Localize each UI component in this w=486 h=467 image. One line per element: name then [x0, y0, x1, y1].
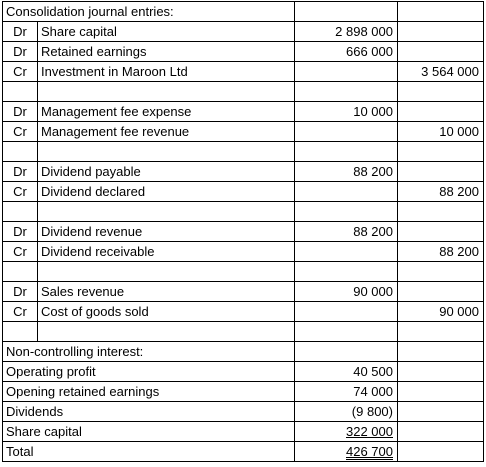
debit-amount-text: 666 000	[346, 44, 393, 59]
consolidation-worksheet	[2, 1, 484, 462]
nci-amount-text: (9 800)	[351, 404, 393, 419]
nci-label	[3, 382, 295, 402]
credit-cell	[398, 382, 484, 402]
account-cell	[38, 142, 295, 162]
account-name	[38, 22, 295, 42]
credit-amount	[398, 122, 484, 142]
journal-row	[3, 22, 484, 42]
debit-amount	[295, 162, 398, 182]
debit-amount-text: 88 200	[353, 224, 393, 239]
nci-label	[3, 422, 295, 442]
debit-amount	[295, 42, 398, 62]
journal-row	[3, 122, 484, 142]
entry-type-text: Dr	[13, 104, 27, 119]
nci-amount	[295, 442, 398, 462]
account-name-text: Cost of goods sold	[41, 304, 149, 319]
journal-row	[3, 282, 484, 302]
account-name-text: Management fee revenue	[41, 124, 190, 139]
credit-amount	[398, 282, 484, 302]
blank-row	[3, 262, 484, 282]
account-name	[38, 182, 295, 202]
account-name	[38, 122, 295, 142]
account-name-text: Sales revenue	[41, 284, 125, 299]
account-name	[38, 242, 295, 262]
debit-amount	[295, 302, 398, 322]
account-name-text: Investment in Maroon Ltd	[41, 64, 188, 79]
nci-label-text: Dividends	[6, 404, 64, 419]
section-title-nci	[3, 342, 295, 362]
credit-amount	[398, 162, 484, 182]
credit-amount-text: 90 000	[439, 304, 479, 319]
account-name	[38, 62, 295, 82]
section-heading-row	[3, 2, 484, 22]
nci-label	[3, 442, 295, 462]
debit-cell	[295, 342, 398, 362]
debit-amount	[295, 282, 398, 302]
account-name-text: Dividend revenue	[41, 224, 143, 239]
debit-amount	[295, 62, 398, 82]
account-name-text: Share capital	[41, 24, 117, 39]
nci-label	[3, 402, 295, 422]
nci-label-text: Opening retained earnings	[6, 384, 160, 399]
nci-amount-text: 322 000	[346, 424, 393, 439]
credit-cell	[398, 2, 484, 22]
entry-type	[3, 222, 38, 242]
entry-type-text: Dr	[13, 164, 27, 179]
nci-row	[3, 422, 484, 442]
debit-cell	[295, 142, 398, 162]
type-cell	[3, 202, 38, 222]
entry-type	[3, 122, 38, 142]
nci-label	[3, 362, 295, 382]
nci-label-text: Total	[6, 444, 34, 459]
journal-row	[3, 302, 484, 322]
journal-row	[3, 222, 484, 242]
nci-amount	[295, 422, 398, 442]
account-name-text: Dividend receivable	[41, 244, 155, 259]
debit-cell	[295, 2, 398, 22]
credit-amount	[398, 62, 484, 82]
entry-type	[3, 62, 38, 82]
section-title-journal-text: Consolidation journal entries:	[6, 4, 174, 19]
journal-row	[3, 102, 484, 122]
credit-cell	[398, 442, 484, 462]
debit-cell	[295, 82, 398, 102]
account-name-text: Retained earnings	[41, 44, 147, 59]
credit-cell	[398, 322, 484, 342]
credit-amount	[398, 222, 484, 242]
entry-type	[3, 242, 38, 262]
entry-type-text: Dr	[13, 44, 27, 59]
credit-amount-text: 3 564 000	[421, 64, 479, 79]
section-title-nci-text: Non-controlling interest:	[6, 344, 144, 359]
nci-amount-text: 74 000	[353, 384, 393, 399]
account-cell	[38, 202, 295, 222]
account-name-text: Dividend declared	[41, 184, 146, 199]
entry-type-text: Cr	[13, 244, 27, 259]
account-name	[38, 42, 295, 62]
account-name	[38, 302, 295, 322]
entry-type	[3, 302, 38, 322]
account-name	[38, 102, 295, 122]
nci-row	[3, 402, 484, 422]
credit-amount	[398, 22, 484, 42]
account-name-text: Dividend payable	[41, 164, 141, 179]
type-cell	[3, 82, 38, 102]
credit-amount	[398, 302, 484, 322]
blank-row	[3, 142, 484, 162]
debit-cell	[295, 202, 398, 222]
debit-amount	[295, 22, 398, 42]
nci-label-text: Share capital	[6, 424, 82, 439]
entry-type	[3, 42, 38, 62]
section-heading-row	[3, 342, 484, 362]
entry-type	[3, 102, 38, 122]
blank-row	[3, 82, 484, 102]
debit-cell	[295, 262, 398, 282]
section-title-journal	[3, 2, 295, 22]
blank-row	[3, 202, 484, 222]
journal-row	[3, 182, 484, 202]
credit-cell	[398, 402, 484, 422]
nci-amount	[295, 362, 398, 382]
blank-row	[3, 322, 484, 342]
credit-amount-text: 10 000	[439, 124, 479, 139]
nci-amount-text: 40 500	[353, 364, 393, 379]
account-cell	[38, 322, 295, 342]
credit-amount	[398, 182, 484, 202]
credit-amount-text: 88 200	[439, 184, 479, 199]
nci-row	[3, 362, 484, 382]
account-name-text: Management fee expense	[41, 104, 192, 119]
credit-cell	[398, 142, 484, 162]
entry-type-text: Dr	[13, 24, 27, 39]
debit-amount-text: 2 898 000	[335, 24, 393, 39]
debit-amount-text: 10 000	[353, 104, 393, 119]
nci-amount	[295, 382, 398, 402]
debit-amount	[295, 182, 398, 202]
credit-cell	[398, 262, 484, 282]
entry-type-text: Cr	[13, 184, 27, 199]
journal-row	[3, 42, 484, 62]
credit-amount	[398, 102, 484, 122]
credit-amount-text: 88 200	[439, 244, 479, 259]
type-cell	[3, 262, 38, 282]
entry-type	[3, 182, 38, 202]
type-cell	[3, 142, 38, 162]
nci-label-text: Operating profit	[6, 364, 96, 379]
entry-type-text: Cr	[13, 64, 27, 79]
entry-type-text: Dr	[13, 224, 27, 239]
account-cell	[38, 262, 295, 282]
journal-row	[3, 242, 484, 262]
nci-row	[3, 382, 484, 402]
credit-cell	[398, 82, 484, 102]
nci-row	[3, 442, 484, 462]
entry-type	[3, 22, 38, 42]
credit-cell	[398, 422, 484, 442]
entry-type	[3, 162, 38, 182]
account-cell	[38, 82, 295, 102]
journal-row	[3, 62, 484, 82]
debit-amount-text: 90 000	[353, 284, 393, 299]
account-name	[38, 162, 295, 182]
debit-amount	[295, 122, 398, 142]
nci-amount-text: 426 700	[346, 444, 393, 459]
nci-amount	[295, 402, 398, 422]
credit-cell	[398, 202, 484, 222]
entry-type-text: Dr	[13, 284, 27, 299]
debit-cell	[295, 322, 398, 342]
journal-row	[3, 162, 484, 182]
entry-type-text: Cr	[13, 124, 27, 139]
credit-amount	[398, 42, 484, 62]
account-name	[38, 282, 295, 302]
debit-amount-text: 88 200	[353, 164, 393, 179]
debit-amount	[295, 242, 398, 262]
debit-amount	[295, 102, 398, 122]
account-name	[38, 222, 295, 242]
credit-amount	[398, 242, 484, 262]
credit-cell	[398, 362, 484, 382]
entry-type	[3, 282, 38, 302]
entry-type-text: Cr	[13, 304, 27, 319]
credit-cell	[398, 342, 484, 362]
debit-amount	[295, 222, 398, 242]
type-cell	[3, 322, 38, 342]
